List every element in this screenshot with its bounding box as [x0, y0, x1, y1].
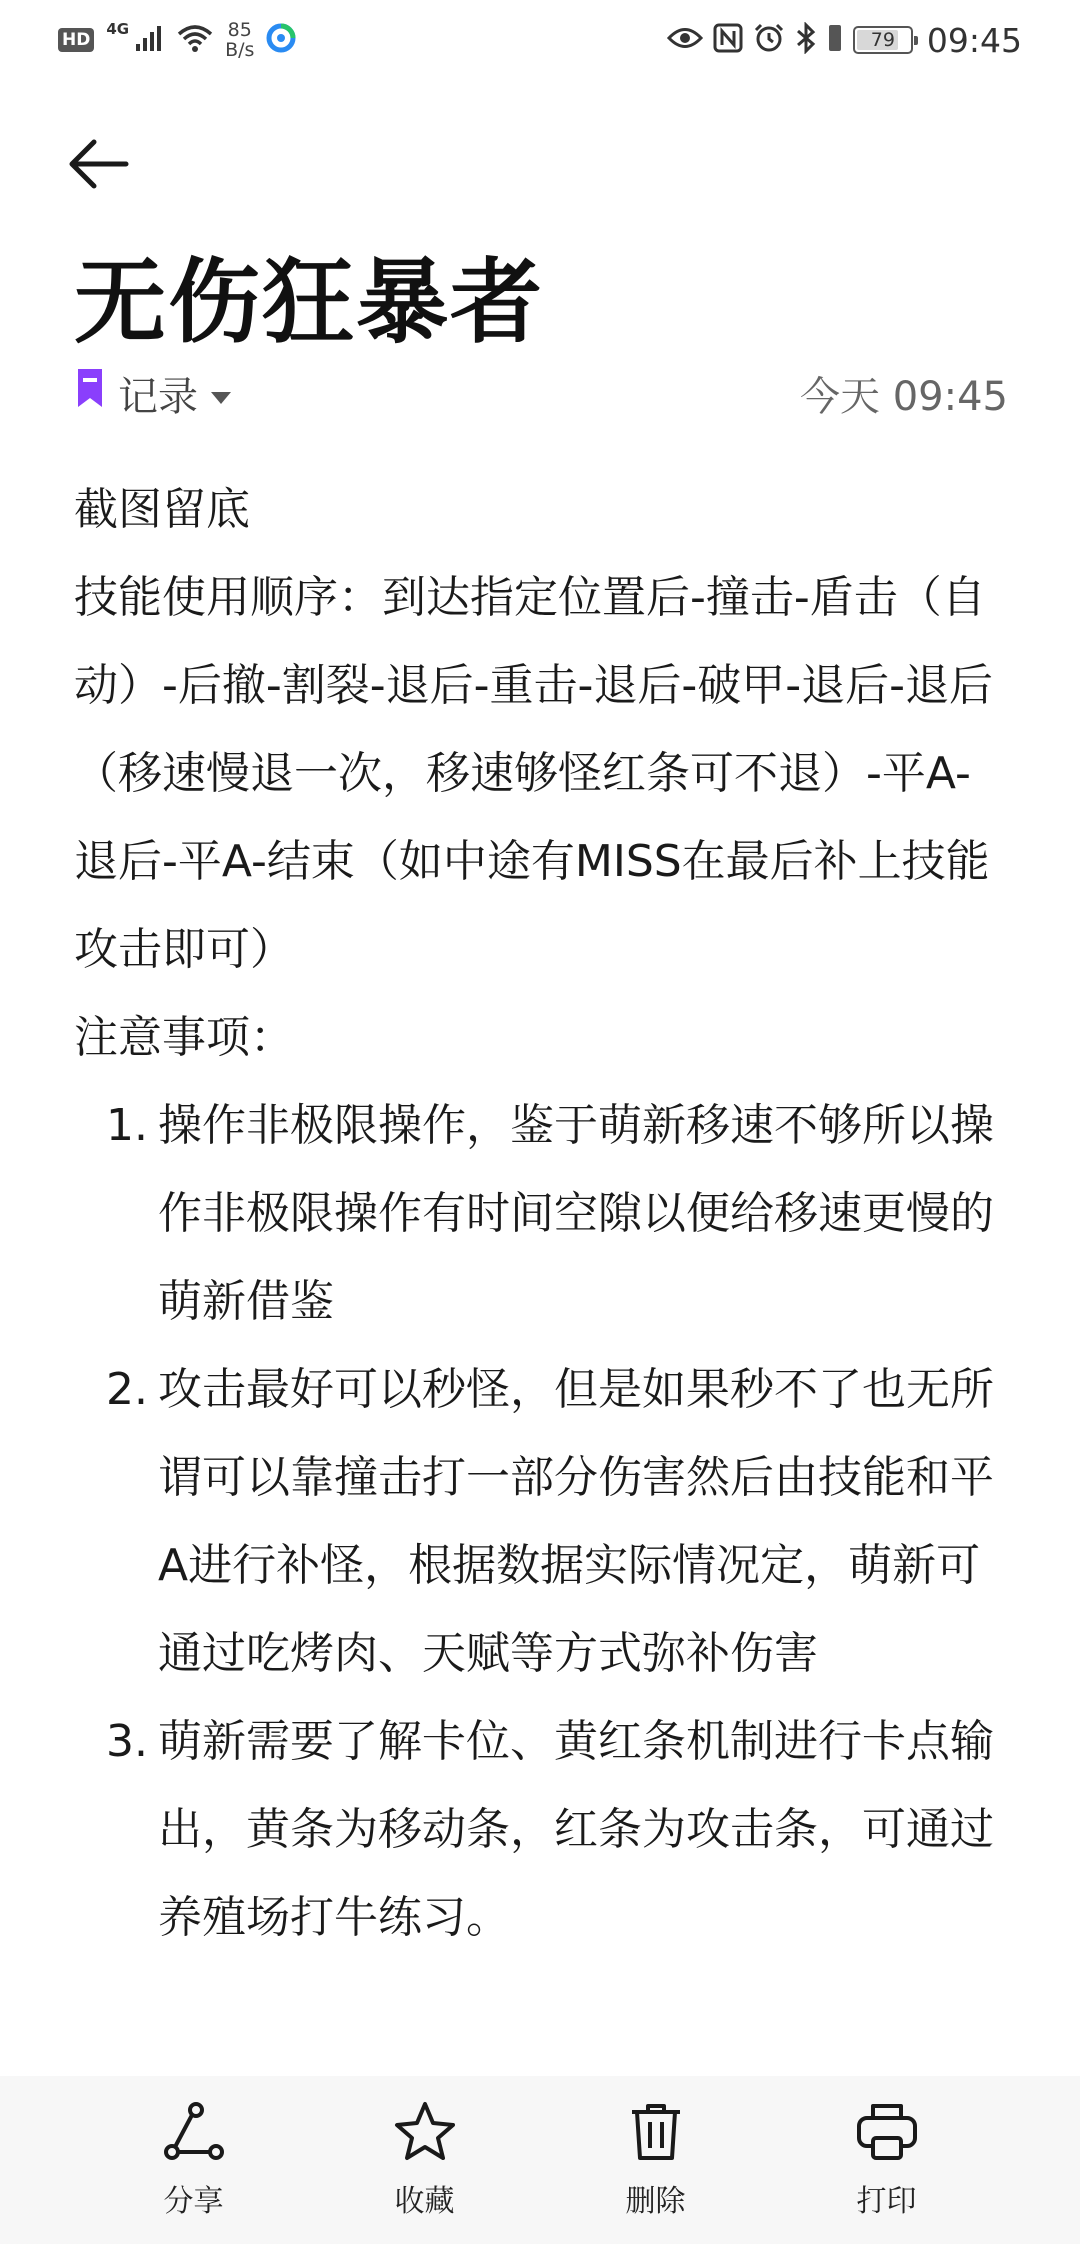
print-button[interactable]: [807, 2100, 967, 2220]
network-speed-unit: B/s: [225, 39, 255, 61]
arrow-left-icon: [66, 132, 130, 200]
content-paragraph: 注意事项：: [74, 1012, 294, 1063]
list-item-text: 攻击最好可以秒怪，但是如果秒不了也无所谓可以靠撞击打一部分伤害然后由技能和平A进行补怪，根据数据实际情况定，萌新可通过吃烤肉、天赋等方式弥补伤害: [158, 1364, 994, 1679]
status-bar: [0, 0, 1080, 80]
bookmark-icon: [74, 367, 106, 419]
bluetooth-icon: [795, 22, 817, 58]
list-item: [74, 1346, 1014, 1698]
network-type: 4G: [106, 20, 130, 38]
trash-icon: [624, 2100, 688, 2168]
vibrate-icon: [827, 23, 843, 57]
note-title[interactable]: 无伤狂暴者: [74, 249, 545, 356]
star-icon: [393, 2100, 457, 2168]
note-meta-row: [74, 365, 1008, 421]
caret-down-icon: [210, 370, 232, 416]
list-item-number: 2.: [106, 1364, 148, 1415]
share-label: 分享: [163, 2184, 224, 2219]
battery-icon: [853, 26, 913, 54]
status-bar-right: [667, 18, 1022, 62]
list-item-number: 1.: [106, 1100, 148, 1151]
wifi-icon: [177, 24, 213, 56]
nfc-icon: [713, 23, 743, 57]
eye-comfort-icon: [667, 25, 703, 55]
delete-label: 删除: [625, 2184, 686, 2219]
delete-button[interactable]: [576, 2100, 736, 2220]
list-item: [74, 1698, 1014, 1962]
signal-icon: [135, 24, 165, 56]
content-paragraph: 截图留底: [74, 484, 250, 535]
list-item: [74, 1082, 1014, 1346]
share-icon: [162, 2100, 226, 2168]
app-notification-icon: [266, 23, 296, 57]
favorite-button[interactable]: [345, 2100, 505, 2220]
category-selector[interactable]: [74, 365, 232, 422]
list-item-number: 3.: [106, 1716, 148, 1767]
favorite-label: 收藏: [394, 2184, 455, 2219]
battery-level: 79: [870, 29, 895, 51]
bottom-toolbar: [0, 2076, 1080, 2244]
network-speed-value: 85: [227, 19, 252, 41]
back-button[interactable]: [66, 126, 146, 206]
note-content[interactable]: [74, 466, 1014, 1962]
print-label: 打印: [856, 2184, 917, 2219]
category-label: 记录: [118, 373, 198, 420]
list-item-text: 萌新需要了解卡位、黄红条机制进行卡点输出，黄条为移动条，红条为攻击条，可通过养殖场打牛练习。: [158, 1716, 994, 1943]
network-speed: [225, 20, 254, 60]
status-bar-left: [58, 18, 296, 62]
status-clock: 09:45: [926, 20, 1022, 60]
content-paragraph: 技能使用顺序：到达指定位置后-撞击-盾击（自动）-后撤-割裂-退后-重击-退后-破甲-退后-退后（移速慢退一次，移速够怪红条可不退）-平A-退后-平A-结束（如中途有MISS在最后补上技能攻击即可）: [74, 572, 994, 975]
printer-icon: [855, 2100, 919, 2168]
share-button[interactable]: [114, 2100, 274, 2220]
list-item-text: 操作非极限操作，鉴于萌新移速不够所以操作非极限操作有时间空隙以便给移速更慢的萌新借鉴: [158, 1100, 994, 1327]
hd-badge: HD: [58, 28, 94, 52]
notes-list: [74, 1082, 1014, 1962]
note-date: 今天 09:45: [800, 373, 1008, 420]
alarm-icon: [753, 22, 785, 58]
